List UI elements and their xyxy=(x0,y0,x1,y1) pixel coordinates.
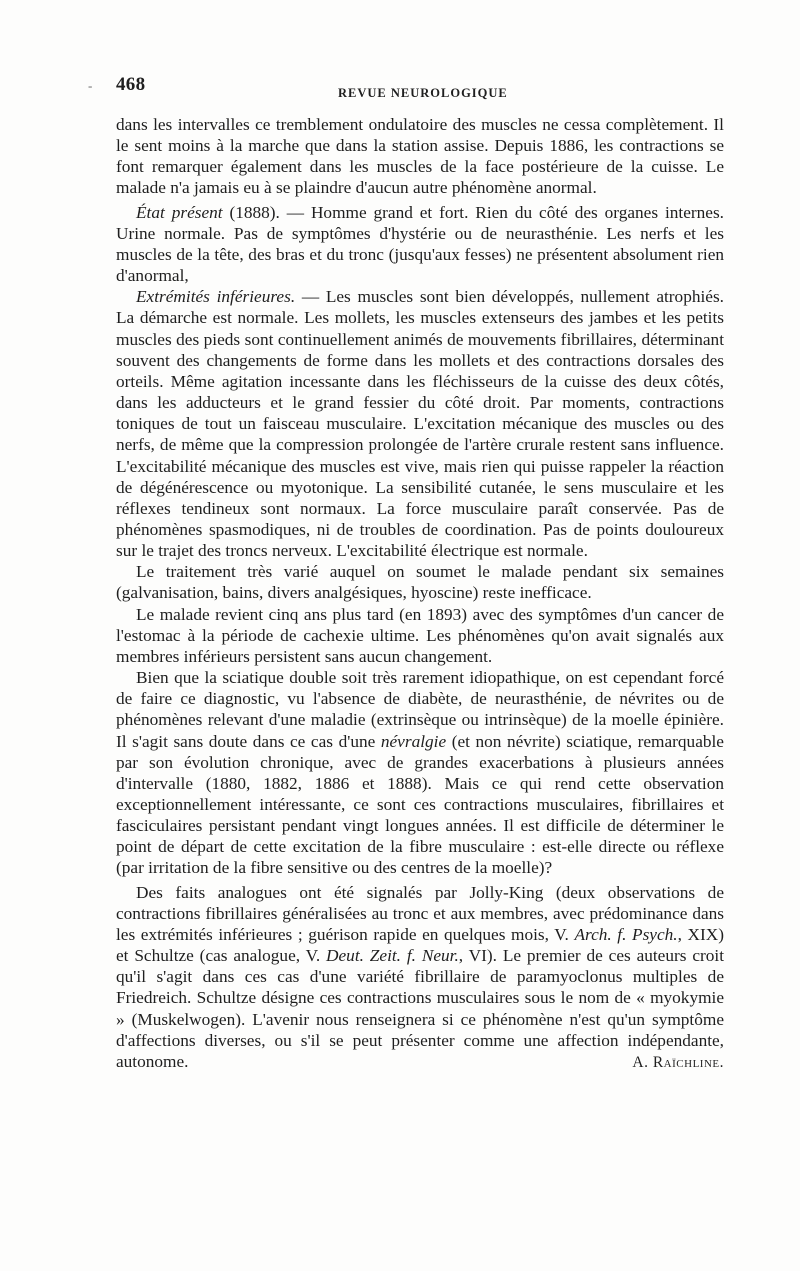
margin-mark: - xyxy=(88,78,93,93)
citation-arch-psych: Arch. f. Psych. xyxy=(574,924,678,944)
signature-name: Raïchline. xyxy=(652,1053,724,1071)
paragraph-present-state-text: (1888). — Homme grand et fort. Rien du côté des organes internes. Urine normale. Pas de symptômes d'hystérie ou de neurasthénie. Les nerfs et les muscles de la tête, des bras et du tronc (jusqu'aux fesses) ne présentent absolument rien d'anormal, xyxy=(116,202,724,286)
analogous-text-b: , XIX) et Schultze (cas analogue, V. xyxy=(116,924,724,966)
diagnosis-text-b: (et non névrite) sciatique, remarquable par son évolution chronique, avec de grandes exacerbations à plusieurs années d'intervalle (1880, 1882, 1886 et 1888). Mais ce qui rend cette observation exceptionnellement intéressante, ce sont ces contractions musculaires, fibrillaires et fasciculaires persistant pendant vingt longues années. Il est difficile de déterminer le point de départ de cette excitation de la fibre musculaire : est-elle directe ou réflexe (par irritation de la fibre sensitive ou des centres de la moelle)? xyxy=(116,731,724,878)
page-number: 468 xyxy=(116,74,146,95)
paragraph-lower-limbs xyxy=(116,286,724,561)
diagnosis-emphasis: névralgie xyxy=(380,731,447,751)
analogous-text-c: , VI). Le premier de ces auteurs croit qu'il s'agit dans ces cas d'une variété fibrillaire de paramyoclonus multiples de Friedreich. Schultze désigne ces contractions musculaires sous le nom de « myokymie » (Muskelwogen). L'avenir nous renseignera si ce phénomène n'est qu'un symptôme d'affections diverses, ou s'il se peut présenter comme une affection indépendante, autonome. xyxy=(116,946,724,1071)
paragraph-analogous-cases xyxy=(116,882,724,1072)
article-body xyxy=(116,114,724,1073)
paragraph-present-state xyxy=(116,202,724,287)
paragraph-treatment: Le traitement très varié auquel on soumet le malade pendant six semaines (galvanisation, bains, divers analgésiques, hyoscine) reste inefficace. xyxy=(116,562,724,603)
paragraph-diagnosis xyxy=(116,667,724,879)
paragraph-lower-limbs-text: — Les muscles sont bien développés, nullement atrophiés. La démarche est normale. Les mollets, les muscles extenseurs des jambes et les petits muscles des pieds sont continuellement animés de mouvements fibrillaires, déterminant souvent des changements de forme dans les mollets et des contractions dorsales des orteils. Même agitation incessante dans les fléchisseurs de la cuisse des deux côtés, dans les adducteurs et le grand fessier du côté droit. Par moments, contractions toniques de tout un faisceau musculaire. L'excitation mécanique des muscles ou des nerfs, de même que la compression prolongée de l'artère crurale restent sans influence. L'excitabilité mécanique des muscles est vive, mais rien qui puisse rappeler la réaction de dégénérescence ou myotonique. La sensibilité cutanée, le sens musculaire et les réflexes tendineux sont normaux. La force musculaire paraît conservée. Pas de phénomènes spasmodiques, ni de troubles de coordination. Pas de points douloureux sur le trajet des troncs nerveux. L'excitabilité électrique est normale. xyxy=(116,287,724,561)
section-label-lower-limbs: Extrémités inférieures. xyxy=(136,287,296,307)
paragraph-history: dans les intervalles ce tremblement ondulatoire des muscles ne cessa complètement. Il le sent moins à la marche que dans la station assise. Depuis 1886, les contractions se font remarquer également dans les muscles de la face postérieure de la cuisse. Le malade n'a jamais eu à se plaindre d'aucun autre phénomène anormal. xyxy=(116,115,724,198)
section-label-present-state: État présent xyxy=(136,202,223,222)
diagnosis-text-a: Bien que la sciatique double soit très rarement idiopathique, on est cependant forcé de faire ce diagnostic, vu l'absence de diabète, de neurasthénie, de névrites ou de phénomènes relevant d'une maladie (extrinsèque ou intrinsèque) de la moelle épinière. Il s'agit sans doute dans ce cas d'une xyxy=(116,668,724,751)
page-header xyxy=(116,74,726,104)
paragraph-return: Le malade revient cinq ans plus tard (en 1893) avec des symptômes d'un cancer de l'estomac à la période de cachexie ultime. Les phénomènes qu'on avait signalés aux membres inférieurs persistent sans aucun changement. xyxy=(116,604,724,666)
running-title: REVUE NEUROLOGIQUE xyxy=(338,86,508,100)
author-signature xyxy=(612,1052,724,1073)
citation-deut-zeit: Deut. Zeit. f. Neur. xyxy=(326,946,459,966)
analogous-text-a: Des faits analogues ont été signalés par Jolly-King (deux observations de contractions fibrillaires généralisées au tronc et aux membres, avec prédominance dans les extrémités inférieures ; guérison rapide en quelques mois, V. xyxy=(116,882,724,944)
signature-initial: A. xyxy=(632,1053,649,1071)
